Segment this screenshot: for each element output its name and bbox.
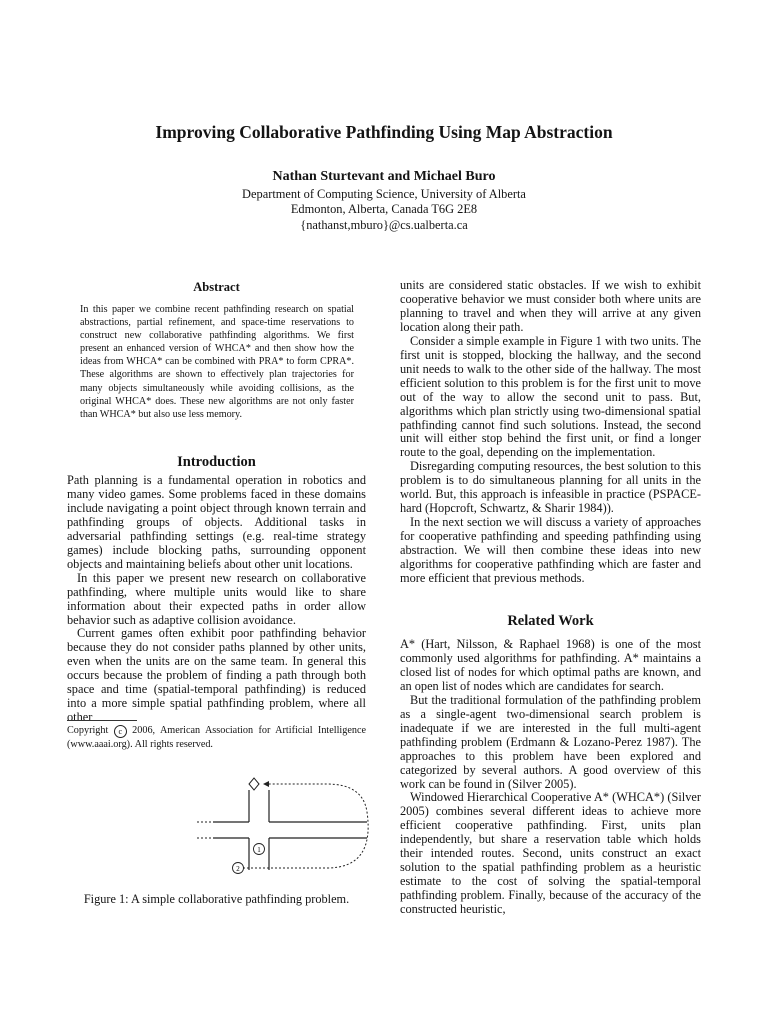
planned-path-arrow: [243, 784, 368, 868]
affiliation-address: Edmonton, Alberta, Canada T6G 2E8: [290, 202, 478, 217]
affiliation-department: Department of Computing Science, University of Alberta: [242, 187, 526, 201]
body-paragraph: units are considered static obstacles. If we wish to exhibit cooperative behavior we must consider both where units are planning to travel and when they will arrive at any given location along their path.: [400, 278, 701, 334]
affiliation-email: {nathanst,mburo}@cs.ualberta.ca: [300, 217, 468, 232]
related-work-paragraph: Windowed Hierarchical Cooperative A* (WHCA*) (Silver 2005) combines several different ideas to achieve more efficient cooperative pathfinding. First, units plan independently, but share a reservation table which holds their intended routes. Second, units construct an exact solution to the spatial pathfinding problem as a heuristic estimate to the cost of solving the spatial-temporal pathfinding problem. Finally, because of the accuracy of the constructed heuristic,: [400, 790, 701, 917]
body-paragraph: In the next section we will discuss a variety of approaches for cooperative pathfinding and speeding pathfinding using abstraction. We will then combine these ideas into new algorithms for cooperative pathfinding which are faster and more efficient that previous methods.: [400, 515, 701, 586]
copyright-prefix: Copyright: [67, 725, 109, 736]
footnote-rule: [67, 720, 137, 721]
introduction-body: [67, 474, 366, 725]
body-paragraph: Consider a simple example in Figure 1 with two units. The first unit is stopped, blocking the hallway, and the second unit needs to walk to the other side of the hallway. The most efficient solution to this problem is for the first unit to move out of the way to allow the second unit to pass. But, algorithms which plan strictly using two-dimensional spatial pathfinding cannot find such solutions. Instead, the second unit will either stop behind the first unit, or find a longer route to the goal, depending on the implementation.: [400, 333, 701, 460]
related-work-paragraph: A* (Hart, Nilsson, & Raphael 1968) is one of the most commonly used algorithms for pathfinding. A* maintains a closed list of nodes for which optimal paths are known, and an open list of nodes which are candidates for search.: [400, 637, 701, 693]
introduction-heading: Introduction: [177, 454, 256, 470]
abstract-text: In this paper we combine recent pathfinding research on spatial abstractions, partial refinement, and space-time reservations to construct new collaborative pathfinding algorithms. We first present an enhanced version of WHCA* and then show how the ideas from WHCA* can be combined with PRA* to form CPRA*. These algorithms are shown to effectively plan trajectories for many objects simultaneously while avoiding collisions, as the original WHCA* does. These new algorithms are not only faster than WHCA* but also use less memory.: [80, 304, 354, 420]
figure-caption: Figure 1: A simple collaborative pathfinding problem.: [83, 892, 350, 906]
goal-diamond-icon: [249, 778, 259, 790]
path-arrowhead: [263, 781, 269, 787]
unit-two-label: 2: [236, 865, 240, 873]
figure-hallway-diagram: [127, 770, 377, 880]
copyright-text: 2006, American Association for Artificial Intelligence (www.aaai.org). All rights reserved.: [67, 725, 367, 750]
abstract-heading: Abstract: [193, 280, 240, 294]
related-work-heading: Related Work: [507, 613, 594, 629]
copyright-symbol: c: [114, 725, 127, 738]
related-work-paragraph: But the traditional formulation of the pathfinding problem as a single-agent two-dimensional search problem is inadequate if we are interested in the full multi-agent pathfinding problem (Erdmann & Lozano-Perez 1987). The approaches to this problem have been explored and categorized by several authors. A good overview of this work can be found in (Silver 2005).: [400, 692, 701, 791]
paper-authors: Nathan Sturtevant and Michael Buro: [272, 169, 496, 184]
introduction-paragraph: In this paper we present new research on collaborative pathfinding, where multiple units would like to share information about their expected paths in order allow behavior such as adaptive collision avoidance.: [67, 570, 366, 627]
paper-title: Improving Collaborative Pathfinding Using Map Abstraction: [155, 122, 613, 142]
related-work-body: [400, 638, 701, 917]
introduction-paragraph: Path planning is a fundamental operation in robotics and many video games. Some problems faced in these domains include navigating a point object through known terrain and pathfinding groups of objects. Additional tasks in adversarial pathfinding settings (e.g. real-time strategy games) include blocking paths, surrounding opponent objects and maintaining beliefs about other unit locations.: [67, 473, 366, 571]
affiliation-block: [0, 187, 768, 233]
body-paragraph: Disregarding computing resources, the best solution to this problem is to do simultaneous planning for all units in the world. But, this approach is infeasible in practice (PSPACE-hard (Hopcroft, Schwartz, & Sharir 1984)).: [400, 459, 701, 516]
introduction-paragraph: Current games often exhibit poor pathfinding behavior because they do not consider paths planned by other units, even when the units are on the same team. In general this occurs because the problem of finding a path through both space and time (spatial-temporal pathfinding) is reduced into a more simple spatial pathfinding problem, where all other: [67, 626, 366, 725]
unit-one-label: 1: [257, 846, 261, 854]
copyright-notice: [67, 724, 366, 751]
right-column-body: [400, 279, 701, 586]
